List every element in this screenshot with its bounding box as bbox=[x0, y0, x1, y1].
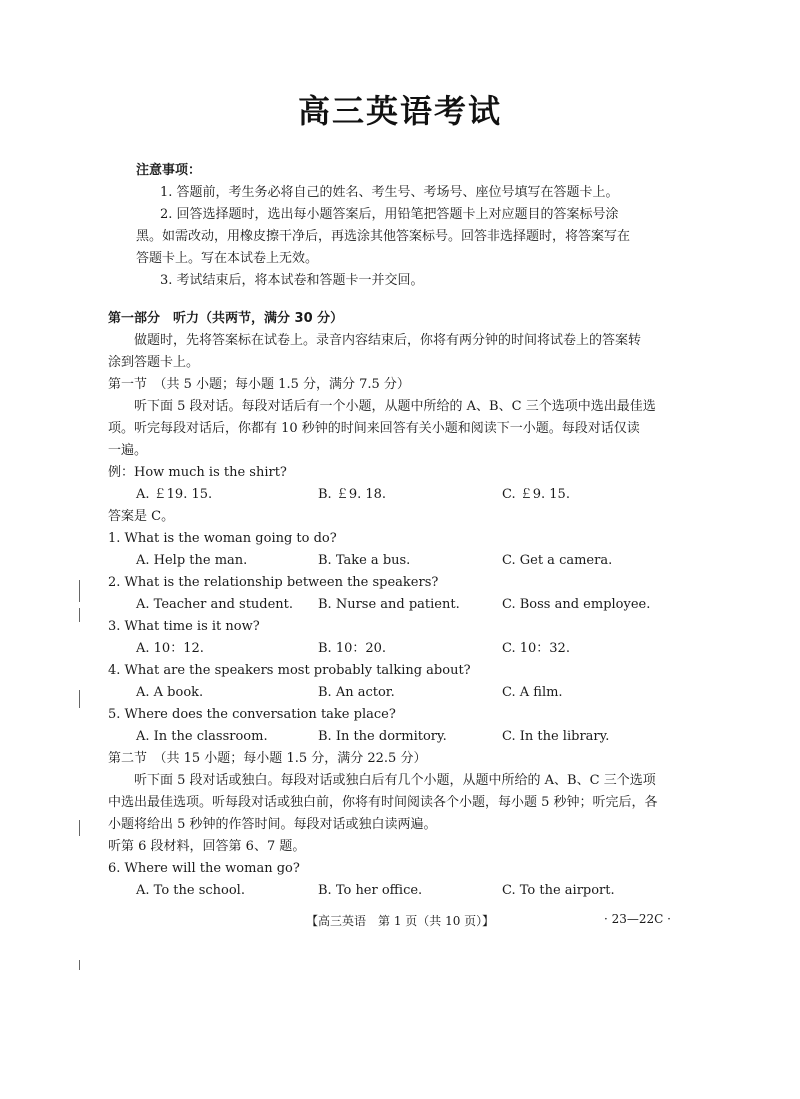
q1-option-b: B. Take a bus. bbox=[318, 553, 411, 568]
q2-option-a: A. Teacher and student. bbox=[136, 597, 294, 612]
q6-option-a: A. To the school. bbox=[136, 883, 245, 898]
example-option-c: C. ￡9. 15. bbox=[502, 487, 570, 502]
scan-mark bbox=[79, 820, 80, 836]
example-question: 例：How much is the shirt? bbox=[108, 465, 287, 480]
q6-option-b: B. To her office. bbox=[318, 883, 423, 898]
notice-item: 黑。如需改动，用橡皮擦干净后，再选涂其他答案标号。回答非选择题时，将答案写在 bbox=[136, 229, 631, 244]
q4-option-a: A. A book. bbox=[136, 685, 204, 700]
question-3: 3. What time is it now? bbox=[108, 619, 260, 634]
q5-option-c: C. In the library. bbox=[502, 729, 610, 744]
section2-intro-line: 小题将给出 5 秒钟的作答时间。每段对话或独白读两遍。 bbox=[108, 817, 437, 832]
q5-option-b: B. In the dormitory. bbox=[318, 729, 447, 744]
scan-mark bbox=[79, 608, 80, 622]
q2-option-b: B. Nurse and patient. bbox=[318, 597, 460, 612]
question-6: 6. Where will the woman go? bbox=[108, 861, 300, 876]
q1-option-c: C. Get a camera. bbox=[502, 553, 613, 568]
q3-option-a: A. 10：12. bbox=[136, 641, 204, 656]
example-option-b: B. ￡9. 18. bbox=[318, 487, 387, 502]
page-footer-code: · 23—22C · bbox=[604, 912, 671, 926]
example-option-a: A. ￡19. 15. bbox=[136, 487, 213, 502]
question-5: 5. Where does the conversation take place? bbox=[108, 707, 396, 722]
page-footer-label: 【高三英语 第 1 页（共 10 页）】 bbox=[306, 914, 495, 928]
q6-option-c: C. To the airport. bbox=[502, 883, 615, 898]
section1-intro-line: 项。听完每段对话后，你都有 10 秒钟的时间来回答有关小题和阅读下一小题。每段对话仅读 bbox=[108, 421, 640, 436]
notice-item: 1. 答题前，考生务必将自己的姓名、考生号、考场号、座位号填写在答题卡上。 bbox=[160, 185, 619, 200]
q2-option-c: C. Boss and employee. bbox=[502, 597, 651, 612]
notice-item: 答题卡上。写在本试卷上无效。 bbox=[136, 251, 319, 266]
section1-intro-line: 听下面 5 段对话。每段对话后有一个小题，从题中所给的 A、B、C 三个选项中选出最佳选 bbox=[134, 399, 656, 414]
q4-option-c: C. A film. bbox=[502, 685, 563, 700]
scan-mark bbox=[79, 580, 80, 602]
question-1: 1. What is the woman going to do? bbox=[108, 531, 337, 546]
part1-heading: 第一部分 听力（共两节，满分 30 分） bbox=[108, 311, 344, 326]
section1-heading: 第一节 （共 5 小题；每小题 1.5 分，满分 7.5 分） bbox=[108, 377, 410, 392]
section2-intro-line: 中选出最佳选项。听每段对话或独白前，你将有时间阅读各个小题，每小题 5 秒钟；听完后，各 bbox=[108, 795, 658, 810]
q3-option-b: B. 10：20. bbox=[318, 641, 387, 656]
part1-intro-line: 涂到答题卡上。 bbox=[108, 355, 200, 370]
part1-intro-line: 做题时，先将答案标在试卷上。录音内容结束后，你将有两分钟的时间将试卷上的答案转 bbox=[134, 333, 642, 348]
question-2: 2. What is the relationship between the speakers? bbox=[108, 575, 439, 590]
q3-option-c: C. 10：32. bbox=[502, 641, 570, 656]
scan-mark bbox=[79, 690, 80, 708]
section2-material: 听第 6 段材料，回答第 6、7 题。 bbox=[108, 839, 306, 854]
notice-item: 2. 回答选择题时，选出每小题答案后，用铅笔把答题卡上对应题目的答案标号涂 bbox=[160, 207, 619, 222]
exam-title: 高三英语考试 bbox=[297, 92, 502, 130]
notice-heading: 注意事项： bbox=[136, 163, 202, 178]
example-answer: 答案是 C。 bbox=[108, 509, 175, 524]
scan-mark bbox=[79, 960, 80, 970]
section2-intro-line: 听下面 5 段对话或独白。每段对话或独白后有几个小题，从题中所给的 A、B、C 三个选项 bbox=[134, 773, 656, 788]
q4-option-b: B. An actor. bbox=[318, 685, 395, 700]
q1-option-a: A. Help the man. bbox=[136, 553, 248, 568]
question-4: 4. What are the speakers most probably talking about? bbox=[108, 663, 471, 678]
notice-item: 3. 考试结束后，将本试卷和答题卡一并交回。 bbox=[160, 273, 424, 288]
q5-option-a: A. In the classroom. bbox=[136, 729, 268, 744]
section2-heading: 第二节 （共 15 小题；每小题 1.5 分，满分 22.5 分） bbox=[108, 751, 427, 766]
section1-intro-line: 一遍。 bbox=[108, 443, 148, 458]
